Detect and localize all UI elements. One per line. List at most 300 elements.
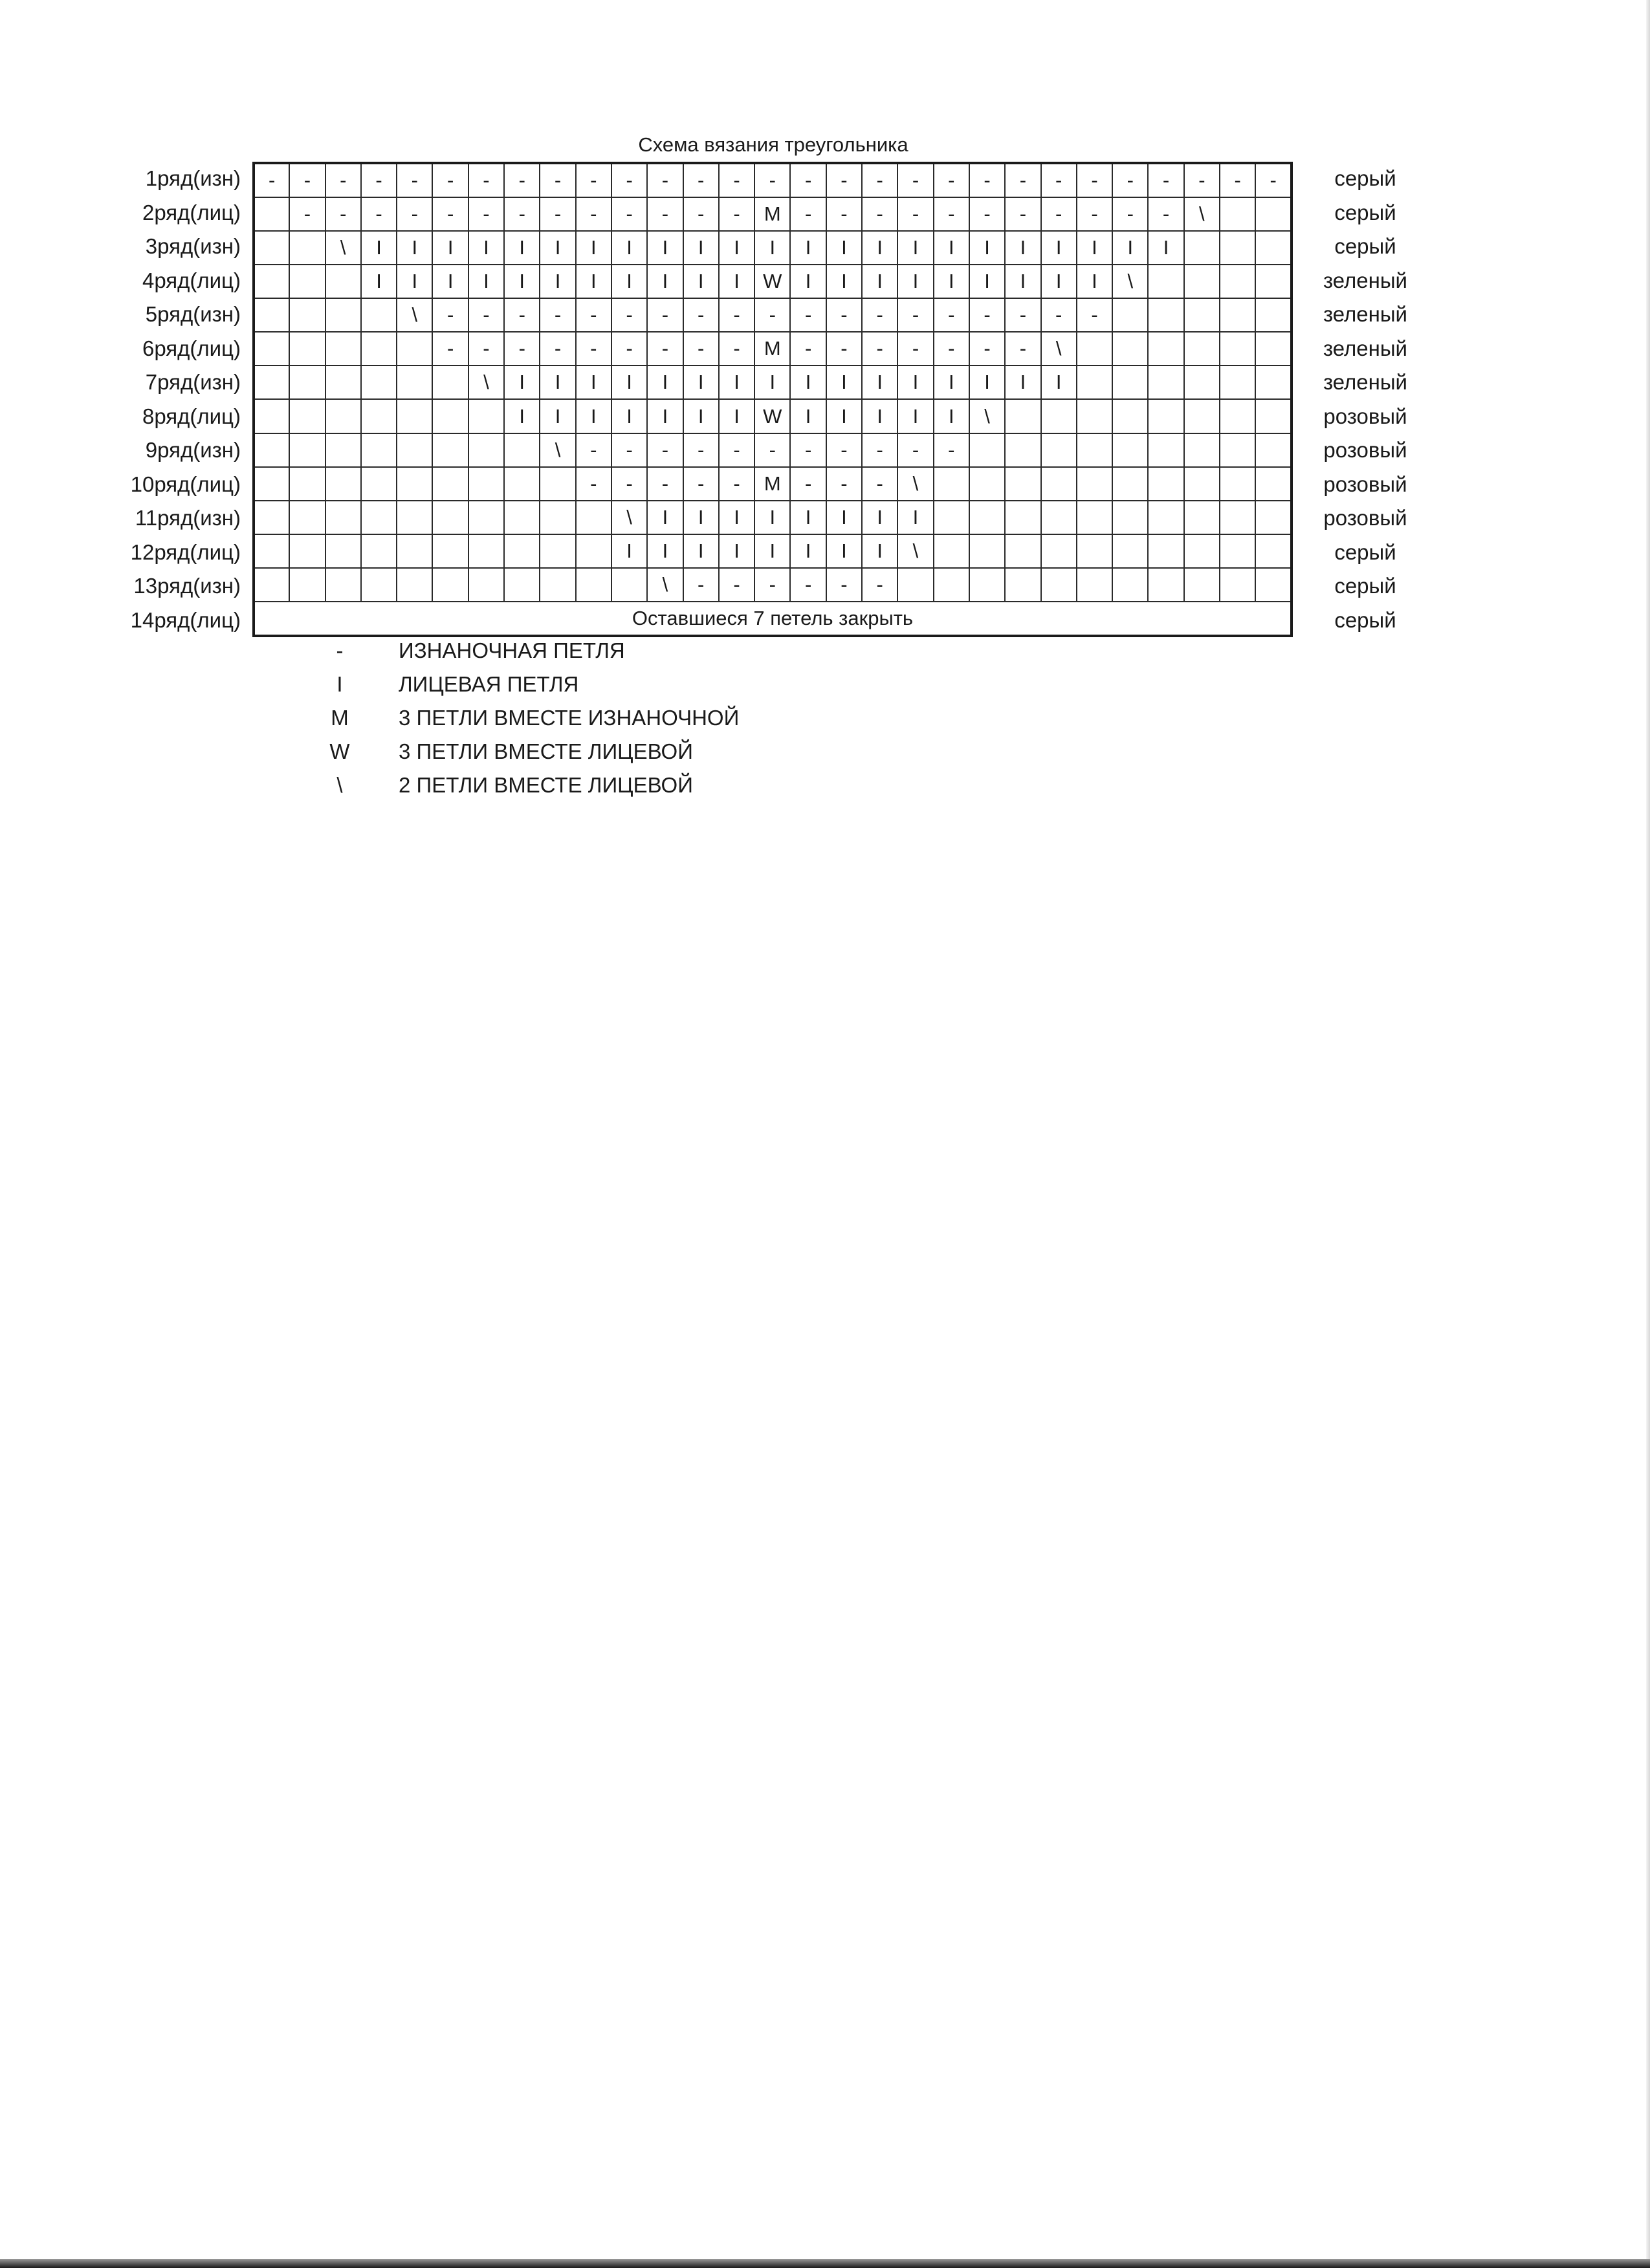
stitch-cell: - [969, 332, 1005, 365]
chart-row [254, 197, 1292, 231]
row-label: 11ряд(изн) [135, 506, 241, 530]
stitch-cell: I [969, 231, 1005, 265]
stitch-cell: I [576, 365, 611, 399]
stitch-cell [1005, 399, 1040, 433]
stitch-cell [1112, 534, 1148, 568]
stitch-cell [254, 433, 289, 467]
stitch-cell [540, 568, 575, 602]
stitch-cell [1041, 433, 1077, 467]
stitch-cell: - [719, 332, 754, 365]
stitch-cell: I [647, 534, 683, 568]
stitch-cell [254, 332, 289, 365]
row-color-label: зеленый [1323, 268, 1407, 292]
stitch-cell: I [826, 231, 862, 265]
stitch-cell: I [754, 365, 790, 399]
legend-description: ЛИЦЕВАЯ ПЕТЛЯ [399, 672, 579, 696]
stitch-cell: I [897, 231, 933, 265]
row-label: 8ряд(лиц) [142, 404, 241, 428]
stitch-cell: - [862, 163, 897, 197]
chart-row [254, 231, 1292, 265]
stitch-cell: I [719, 534, 754, 568]
stitch-cell [1041, 467, 1077, 501]
stitch-cell: I [683, 231, 719, 265]
stitch-cell [576, 501, 611, 534]
stitch-cell: - [790, 568, 826, 602]
stitch-cell: I [361, 265, 397, 298]
stitch-cell: \ [1112, 265, 1148, 298]
stitch-cell [325, 534, 361, 568]
row-color-label: зеленый [1323, 302, 1407, 326]
stitch-cell [1005, 568, 1040, 602]
stitch-cell: I [826, 265, 862, 298]
stitch-cell [397, 467, 432, 501]
stitch-cell [254, 568, 289, 602]
stitch-cell: - [1041, 163, 1077, 197]
stitch-cell [1220, 467, 1255, 501]
stitch-cell: - [289, 163, 325, 197]
stitch-cell: I [361, 231, 397, 265]
stitch-cell [325, 365, 361, 399]
stitch-cell: - [826, 332, 862, 365]
stitch-cell: I [576, 399, 611, 433]
stitch-cell [432, 534, 468, 568]
stitch-cell [504, 433, 540, 467]
stitch-cell [1005, 534, 1040, 568]
stitch-cell: - [611, 197, 647, 231]
stitch-cell: - [1255, 163, 1292, 197]
stitch-cell [504, 467, 540, 501]
chart-row [254, 534, 1292, 568]
stitch-cell [540, 534, 575, 568]
stitch-cell [1220, 298, 1255, 332]
stitch-cell [1255, 433, 1292, 467]
stitch-cell: - [719, 298, 754, 332]
stitch-cell [397, 534, 432, 568]
stitch-cell: I [611, 399, 647, 433]
stitch-cell: I [826, 534, 862, 568]
stitch-cell [254, 467, 289, 501]
stitch-cell: I [1077, 231, 1112, 265]
stitch-cell [1148, 534, 1183, 568]
stitch-cell [1005, 467, 1040, 501]
row-color-label: розовый [1323, 438, 1407, 462]
stitch-cell [969, 568, 1005, 602]
row-color-label: серый [1334, 234, 1396, 258]
stitch-cell: - [1005, 332, 1040, 365]
stitch-cell: - [826, 467, 862, 501]
stitch-cell [540, 467, 575, 501]
stitch-cell: - [683, 568, 719, 602]
stitch-cell [289, 332, 325, 365]
scan-bottom-shadow [0, 2259, 1650, 2268]
stitch-cell [504, 501, 540, 534]
stitch-cell: - [897, 332, 933, 365]
legend-description: 2 ПЕТЛИ ВМЕСТЕ ЛИЦЕВОЙ [399, 773, 693, 797]
legend-item [304, 701, 739, 735]
stitch-cell: I [862, 365, 897, 399]
stitch-cell [1220, 399, 1255, 433]
stitch-cell [1005, 433, 1040, 467]
stitch-cell: I [1005, 365, 1040, 399]
stitch-cell [432, 467, 468, 501]
stitch-cell: I [897, 265, 933, 298]
stitch-cell: I [719, 399, 754, 433]
stitch-cell: - [897, 163, 933, 197]
stitch-cell: - [683, 298, 719, 332]
stitch-cell: I [790, 534, 826, 568]
row-label: 4ряд(лиц) [142, 268, 241, 292]
stitch-cell: W [754, 399, 790, 433]
legend-symbol: W [329, 739, 350, 763]
stitch-cell: \ [1041, 332, 1077, 365]
stitch-cell [397, 399, 432, 433]
stitch-cell: - [611, 298, 647, 332]
stitch-cell [361, 568, 397, 602]
stitch-cell: I [754, 231, 790, 265]
stitch-cell [254, 534, 289, 568]
row-label: 9ряд(изн) [145, 438, 241, 462]
stitch-cell [1077, 399, 1112, 433]
stitch-cell: - [1041, 197, 1077, 231]
stitch-cell: I [790, 365, 826, 399]
stitch-cell: - [826, 568, 862, 602]
stitch-cell: I [647, 399, 683, 433]
stitch-cell [432, 365, 468, 399]
stitch-cell: I [719, 231, 754, 265]
stitch-cell: - [897, 197, 933, 231]
row-label: 7ряд(изн) [145, 370, 241, 394]
stitch-cell: I [754, 501, 790, 534]
stitch-cell [325, 433, 361, 467]
stitch-cell [576, 568, 611, 602]
stitch-cell: - [647, 332, 683, 365]
stitch-cell: I [1112, 231, 1148, 265]
legend-symbol: \ [336, 773, 343, 797]
row-color-label: розовый [1323, 404, 1407, 428]
stitch-cell: I [969, 365, 1005, 399]
stitch-cell [289, 298, 325, 332]
stitch-cell: - [361, 197, 397, 231]
stitch-cell: - [683, 163, 719, 197]
stitch-cell: \ [468, 365, 504, 399]
stitch-cell: - [576, 467, 611, 501]
stitch-cell [289, 467, 325, 501]
stitch-cell: - [432, 197, 468, 231]
stitch-cell: - [934, 197, 969, 231]
stitch-cell: I [540, 265, 575, 298]
legend-symbol: - [336, 638, 344, 662]
legend-symbol: M [331, 706, 349, 730]
stitch-cell: I [1148, 231, 1183, 265]
stitch-cell: - [862, 332, 897, 365]
color-labels-column [1301, 162, 1430, 637]
stitch-cell [1148, 265, 1183, 298]
stitch-cell: - [790, 332, 826, 365]
stitch-cell [1112, 399, 1148, 433]
stitch-cell: - [826, 163, 862, 197]
stitch-cell: - [862, 197, 897, 231]
stitch-cell: - [1077, 298, 1112, 332]
stitch-cell [1077, 501, 1112, 534]
stitch-cell [254, 365, 289, 399]
stitch-cell [468, 467, 504, 501]
stitch-cell [325, 332, 361, 365]
stitch-cell: - [826, 298, 862, 332]
stitch-cell [1255, 399, 1292, 433]
row-color-label: зеленый [1323, 336, 1407, 360]
stitch-cell: - [934, 433, 969, 467]
chart-row [254, 365, 1292, 399]
stitch-cell [397, 433, 432, 467]
stitch-cell: - [504, 332, 540, 365]
row-color-label: серый [1334, 200, 1396, 224]
final-row-instruction: Оставшиеся 7 петель закрыть [254, 602, 1292, 636]
stitch-cell [611, 568, 647, 602]
chart-row [254, 332, 1292, 365]
row-color-label: серый [1334, 540, 1396, 564]
stitch-cell: - [683, 433, 719, 467]
stitch-cell: - [719, 433, 754, 467]
stitch-cell: - [719, 568, 754, 602]
stitch-cell: I [826, 365, 862, 399]
stitch-cell [468, 534, 504, 568]
stitch-cell: - [1041, 298, 1077, 332]
stitch-cell: - [611, 433, 647, 467]
chart-row [254, 467, 1292, 501]
stitch-cell [1184, 568, 1220, 602]
stitch-cell [397, 501, 432, 534]
stitch-cell [1184, 298, 1220, 332]
stitch-cell: I [432, 265, 468, 298]
stitch-cell [254, 298, 289, 332]
stitch-cell: - [540, 298, 575, 332]
stitch-cell [432, 501, 468, 534]
row-color-label: розовый [1323, 506, 1407, 530]
stitch-cell [1148, 298, 1183, 332]
stitch-cell: - [754, 163, 790, 197]
stitch-cell: - [468, 163, 504, 197]
stitch-cell: I [1005, 265, 1040, 298]
stitch-cell: I [468, 265, 504, 298]
stitch-cell: I [683, 399, 719, 433]
stitch-cell [1112, 501, 1148, 534]
stitch-cell: - [576, 163, 611, 197]
stitch-cell [325, 467, 361, 501]
stitch-cell: - [432, 332, 468, 365]
stitch-cell: M [754, 197, 790, 231]
stitch-cell: - [325, 163, 361, 197]
stitch-cell [1184, 501, 1220, 534]
stitch-cell [1077, 467, 1112, 501]
stitch-cell: W [754, 265, 790, 298]
stitch-cell: I [611, 265, 647, 298]
stitch-cell [1184, 467, 1220, 501]
stitch-cell: I [862, 231, 897, 265]
stitch-cell: - [754, 298, 790, 332]
chart-row-final [254, 602, 1292, 636]
stitch-cell [1184, 332, 1220, 365]
stitch-cell: \ [540, 433, 575, 467]
stitch-cell: I [647, 265, 683, 298]
row-labels-column [71, 162, 241, 637]
stitch-cell: - [647, 163, 683, 197]
stitch-cell [1077, 534, 1112, 568]
stitch-cell: \ [611, 501, 647, 534]
stitch-cell [1184, 365, 1220, 399]
stitch-cell: - [1148, 197, 1183, 231]
stitch-cell [289, 265, 325, 298]
stitch-cell [289, 365, 325, 399]
stitch-cell: - [897, 433, 933, 467]
stitch-cell: - [790, 433, 826, 467]
row-label: 1ряд(изн) [145, 166, 241, 190]
chart-row [254, 568, 1292, 602]
stitch-cell: - [969, 197, 1005, 231]
stitch-cell [1041, 568, 1077, 602]
stitch-cell: I [540, 399, 575, 433]
stitch-cell [254, 231, 289, 265]
stitch-cell: - [719, 197, 754, 231]
stitch-cell: - [432, 298, 468, 332]
stitch-cell: - [1077, 163, 1112, 197]
stitch-cell: I [1077, 265, 1112, 298]
stitch-cell: I [754, 534, 790, 568]
stitch-cell: I [576, 231, 611, 265]
stitch-cell: - [468, 332, 504, 365]
stitch-cell: I [397, 265, 432, 298]
stitch-cell [504, 534, 540, 568]
stitch-cell [254, 197, 289, 231]
stitch-cell: I [826, 399, 862, 433]
stitch-cell: - [647, 433, 683, 467]
stitch-cell [1077, 365, 1112, 399]
chart-row [254, 163, 1292, 197]
stitch-cell: - [934, 163, 969, 197]
stitch-cell: - [790, 163, 826, 197]
stitch-cell: I [862, 501, 897, 534]
stitch-cell [1041, 399, 1077, 433]
stitch-cell [361, 433, 397, 467]
stitch-cell [1148, 399, 1183, 433]
legend-description: 3 ПЕТЛИ ВМЕСТЕ ЛИЦЕВОЙ [399, 739, 693, 763]
stitch-cell: - [1148, 163, 1183, 197]
stitch-cell [1220, 534, 1255, 568]
stitch-cell [432, 399, 468, 433]
stitch-cell: - [540, 332, 575, 365]
row-color-label: розовый [1323, 472, 1407, 496]
stitch-cell: I [719, 365, 754, 399]
stitch-cell [361, 399, 397, 433]
stitch-cell [1220, 197, 1255, 231]
stitch-cell: I [468, 231, 504, 265]
stitch-cell: - [468, 197, 504, 231]
chart-row [254, 298, 1292, 332]
stitch-cell: - [611, 467, 647, 501]
stitch-cell: - [397, 197, 432, 231]
stitch-cell [289, 433, 325, 467]
stitch-cell [432, 568, 468, 602]
row-color-label: серый [1334, 166, 1396, 190]
stitch-cell: I [934, 365, 969, 399]
stitch-cell: - [1005, 197, 1040, 231]
stitch-cell: I [790, 399, 826, 433]
row-label: 5ряд(изн) [145, 302, 241, 326]
stitch-cell: - [683, 197, 719, 231]
row-label: 3ряд(изн) [145, 234, 241, 258]
stitch-cell [468, 568, 504, 602]
chart-row [254, 265, 1292, 298]
stitch-cell: - [969, 298, 1005, 332]
stitch-cell [969, 467, 1005, 501]
stitch-cell: I [647, 501, 683, 534]
stitch-cell: I [647, 231, 683, 265]
stitch-cell [361, 298, 397, 332]
stitch-cell [934, 534, 969, 568]
stitch-cell [969, 534, 1005, 568]
stitch-cell: M [754, 467, 790, 501]
stitch-cell: I [897, 399, 933, 433]
stitch-cell: I [934, 399, 969, 433]
stitch-cell [1148, 433, 1183, 467]
stitch-cell: - [1005, 298, 1040, 332]
stitch-cell: - [1220, 163, 1255, 197]
stitch-cell: - [934, 298, 969, 332]
stitch-cell [325, 501, 361, 534]
stitch-cell: - [432, 163, 468, 197]
stitch-cell: - [647, 467, 683, 501]
stitch-cell: I [611, 534, 647, 568]
stitch-cell [1112, 365, 1148, 399]
stitch-cell: - [934, 332, 969, 365]
stitch-cell [934, 467, 969, 501]
stitch-cell [1220, 332, 1255, 365]
stitch-cell [969, 433, 1005, 467]
stitch-cell: I [683, 501, 719, 534]
stitch-cell: I [969, 265, 1005, 298]
stitch-cell: - [1112, 197, 1148, 231]
stitch-cell: - [862, 568, 897, 602]
row-color-label: серый [1334, 574, 1396, 598]
stitch-cell: I [540, 365, 575, 399]
stitch-cell: - [683, 467, 719, 501]
chart-row [254, 399, 1292, 433]
stitch-cell: - [1184, 163, 1220, 197]
stitch-cell: - [719, 467, 754, 501]
stitch-cell [254, 399, 289, 433]
stitch-cell: - [576, 332, 611, 365]
stitch-cell [1184, 534, 1220, 568]
stitch-cell: I [611, 231, 647, 265]
stitch-cell [361, 332, 397, 365]
stitch-cell [1220, 568, 1255, 602]
stitch-cell [1148, 501, 1183, 534]
stitch-cell: - [361, 163, 397, 197]
stitch-cell: - [647, 197, 683, 231]
stitch-cell [1077, 332, 1112, 365]
stitch-cell [468, 501, 504, 534]
stitch-cell [1077, 433, 1112, 467]
stitch-cell: - [862, 467, 897, 501]
stitch-cell [1255, 332, 1292, 365]
stitch-cell [468, 433, 504, 467]
stitch-cell [1255, 197, 1292, 231]
stitch-cell [934, 568, 969, 602]
stitch-cell: - [254, 163, 289, 197]
stitch-cell: - [611, 163, 647, 197]
stitch-cell [289, 501, 325, 534]
stitch-cell: I [862, 534, 897, 568]
row-label: 13ряд(изн) [133, 574, 241, 598]
